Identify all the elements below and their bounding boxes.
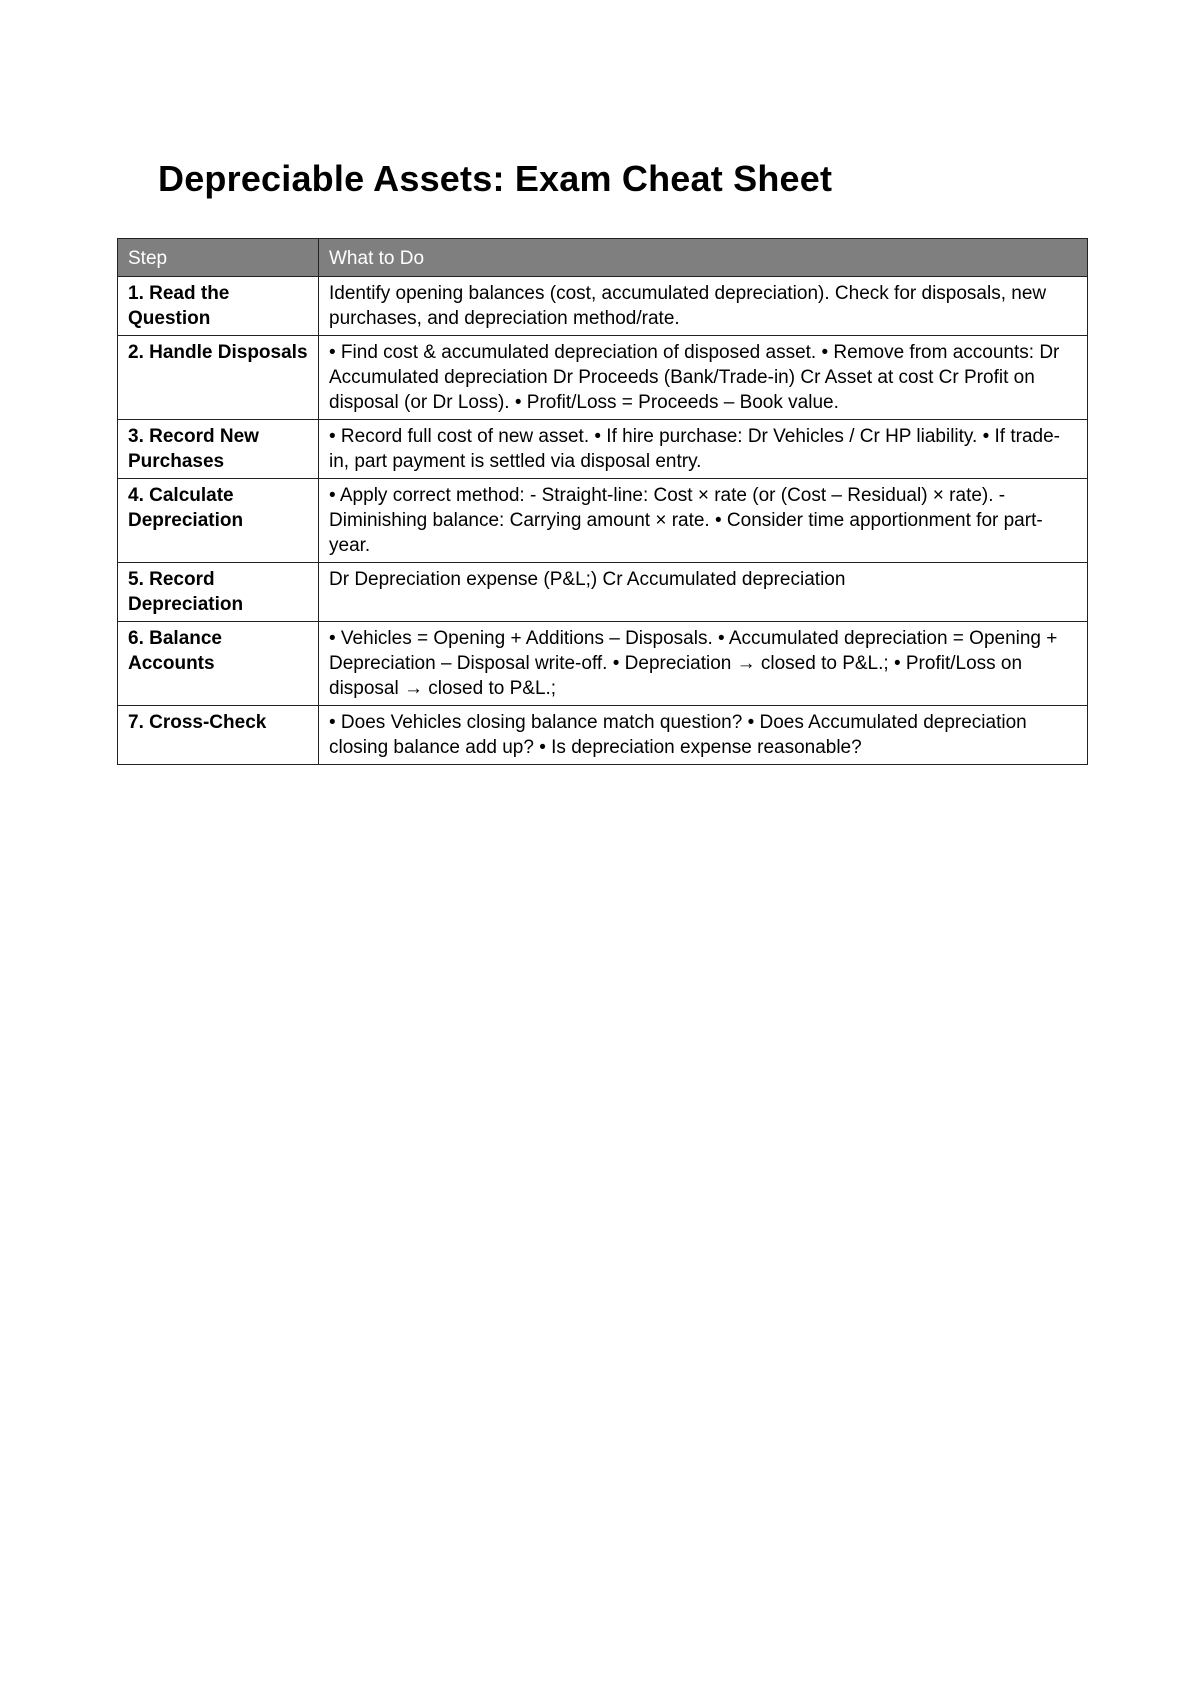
table-row bbox=[118, 563, 1088, 622]
table-header-row bbox=[118, 239, 1088, 277]
description-cell: • Record full cost of new asset. • If hire purchase: Dr Vehicles / Cr HP liability. • If trade-in, part payment is settled via disposal entry. bbox=[319, 420, 1088, 479]
step-cell: 3. Record New Purchases bbox=[118, 420, 319, 479]
step-cell: 4. Calculate Depreciation bbox=[118, 479, 319, 563]
page-title: Depreciable Assets: Exam Cheat Sheet bbox=[158, 158, 833, 199]
description-cell: • Vehicles = Opening + Additions – Disposals. • Accumulated depreciation = Opening + Depreciation – Disposal write-off. • Depreciation → closed to P&L.; • Profit/Loss on disposal → closed to P&L.; bbox=[319, 622, 1088, 706]
step-cell: 7. Cross-Check bbox=[118, 706, 319, 765]
table-row bbox=[118, 622, 1088, 706]
step-cell: 2. Handle Disposals bbox=[118, 336, 319, 420]
step-cell: 5. Record Depreciation bbox=[118, 563, 319, 622]
column-header-step: Step bbox=[118, 239, 319, 277]
table-row bbox=[118, 706, 1088, 765]
description-cell: • Apply correct method: - Straight-line: Cost × rate (or (Cost – Residual) × rate). - Diminishing balance: Carrying amount × rate. • Consider time apportionment for part-year. bbox=[319, 479, 1088, 563]
step-cell: 6. Balance Accounts bbox=[118, 622, 319, 706]
table-row bbox=[118, 420, 1088, 479]
step-cell: 1. Read the Question bbox=[118, 277, 319, 336]
description-cell: Identify opening balances (cost, accumulated depreciation). Check for disposals, new purchases, and depreciation method/rate. bbox=[319, 277, 1088, 336]
column-header-what-to-do: What to Do bbox=[319, 239, 1088, 277]
description-cell: • Find cost & accumulated depreciation of disposed asset. • Remove from accounts: Dr Accumulated depreciation Dr Proceeds (Bank/Trade-in) Cr Asset at cost Cr Profit on disposal (or Dr Loss). • Profit/Loss = Proceeds – Book value. bbox=[319, 336, 1088, 420]
table-row bbox=[118, 336, 1088, 420]
cheat-sheet-table bbox=[117, 238, 1088, 765]
description-cell: • Does Vehicles closing balance match question? • Does Accumulated depreciation closing balance add up? • Is depreciation expense reasonable? bbox=[319, 706, 1088, 765]
table-row bbox=[118, 277, 1088, 336]
description-cell: Dr Depreciation expense (P&L;) Cr Accumulated depreciation bbox=[319, 563, 1088, 622]
table-row bbox=[118, 479, 1088, 563]
